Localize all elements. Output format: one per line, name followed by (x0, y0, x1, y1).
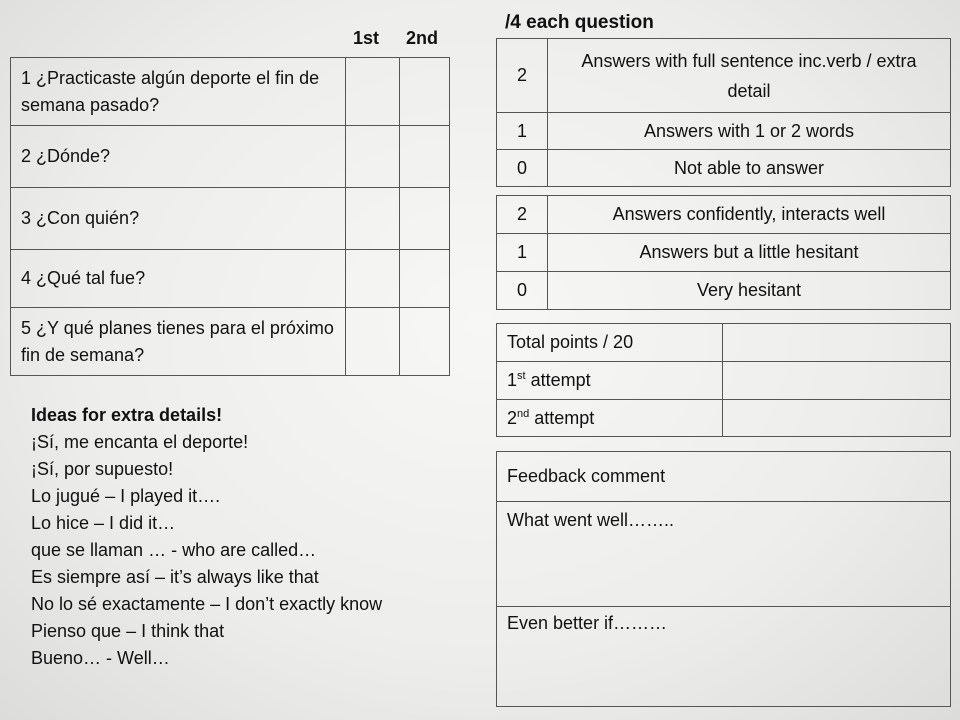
idea-line: Lo jugué – I played it…. (31, 486, 221, 506)
rubric-row (497, 113, 951, 150)
rubric-description: Answers with full sentence inc.verb / extra detail (548, 39, 951, 113)
rubric-description: Answers but a little hesitant (548, 234, 951, 272)
attempt-number: 1 (507, 370, 518, 390)
idea-line: Es siempre así – it’s always like that (31, 567, 319, 587)
rubric-description: Answers confidently, interacts well (548, 196, 951, 234)
score-cell-second[interactable] (400, 188, 450, 250)
went-well-row[interactable] (497, 502, 951, 607)
ideas-section (31, 402, 382, 672)
idea-line: No lo sé exactamente – I don’t exactly know (31, 594, 383, 614)
rubric-row (497, 196, 951, 234)
questions-table (10, 57, 450, 376)
attempt-row (497, 400, 951, 437)
total-row (497, 324, 951, 362)
first-attempt-value-cell[interactable] (723, 362, 951, 400)
attempt-row (497, 362, 951, 400)
total-label: Total points / 20 (497, 324, 723, 362)
even-better-row[interactable] (497, 607, 951, 707)
score-cell-first[interactable] (346, 250, 400, 308)
rubric-description: Very hesitant (548, 272, 951, 310)
rubric-row (497, 150, 951, 187)
attempt-number: 2 (507, 407, 518, 428)
feedback-table (496, 451, 951, 707)
ordinal-suffix: nd (517, 407, 530, 420)
score-cell-first[interactable] (346, 308, 400, 376)
rubric-points: 2 (497, 39, 548, 113)
second-attempt-label (497, 400, 723, 437)
even-better-field[interactable]: Even better if……… (497, 607, 951, 707)
score-cell-first[interactable] (346, 126, 400, 188)
question-text: 4 ¿Qué tal fue? (11, 250, 346, 308)
idea-line: Bueno… - Well… (31, 648, 170, 668)
idea-line: Pienso que – I think that (31, 621, 225, 641)
rubric-description: Not able to answer (548, 150, 951, 187)
rubric-points: 0 (497, 150, 548, 187)
idea-line: ¡Sí, por supuesto! (31, 459, 174, 479)
attempt-word: attempt (529, 407, 595, 428)
rubric-points: 1 (497, 234, 548, 272)
attempt-word: attempt (525, 370, 591, 390)
idea-line: Lo hice – I did it… (31, 513, 176, 533)
score-cell-second[interactable] (400, 58, 450, 126)
ideas-title: Ideas for extra details! (31, 405, 223, 425)
total-value-cell[interactable] (723, 324, 951, 362)
rubric-row (497, 39, 951, 113)
question-row (11, 250, 450, 308)
score-cell-second[interactable] (400, 250, 450, 308)
question-row (11, 308, 450, 376)
score-cell-second[interactable] (400, 126, 450, 188)
went-well-field[interactable]: What went well…….. (497, 502, 951, 607)
total-points-table (496, 323, 951, 437)
first-attempt-column-header: 1st (353, 28, 380, 48)
question-text: 2 ¿Dónde? (11, 126, 346, 188)
rubric-description: Answers with 1 or 2 words (548, 113, 951, 150)
feedback-header-row (497, 452, 951, 502)
idea-line: ¡Sí, me encanta el deporte! (31, 432, 249, 452)
question-text: 3 ¿Con quién? (11, 188, 346, 250)
score-cell-first[interactable] (346, 58, 400, 126)
first-attempt-label (497, 362, 723, 400)
question-text: 1 ¿Practicaste algún deporte el fin de semana pasado? (11, 58, 346, 126)
question-row (11, 58, 450, 126)
content-rubric-table (496, 38, 951, 187)
score-cell-second[interactable] (400, 308, 450, 376)
fluency-rubric-table (496, 195, 951, 310)
ordinal-suffix: st (517, 370, 526, 382)
question-row (11, 188, 450, 250)
question-text: 5 ¿Y qué planes tienes para el próximo fin de semana? (11, 308, 346, 376)
feedback-header: Feedback comment (497, 452, 951, 502)
question-row (11, 126, 450, 188)
idea-line: que se llaman … - who are called… (31, 540, 317, 560)
rubric-points: 1 (497, 113, 548, 150)
second-attempt-value-cell[interactable] (723, 400, 951, 437)
rubric-row (497, 272, 951, 310)
rubric-points: 0 (497, 272, 548, 310)
second-attempt-column-header: 2nd (406, 28, 439, 48)
rubric-row (497, 234, 951, 272)
rubric-heading: /4 each question (505, 12, 654, 33)
rubric-points: 2 (497, 196, 548, 234)
score-cell-first[interactable] (346, 188, 400, 250)
